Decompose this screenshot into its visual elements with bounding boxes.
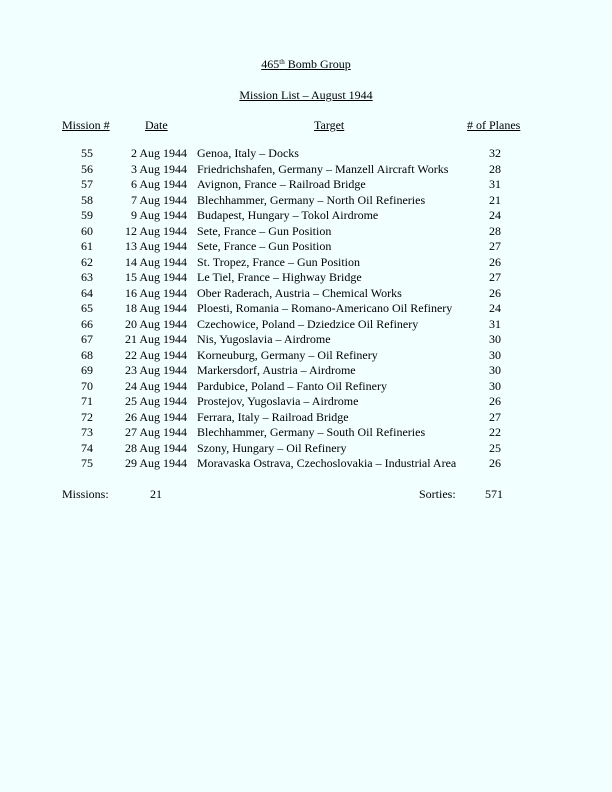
plane-count: 27 [489,409,501,424]
mission-number: 59 [81,208,93,222]
table-row [0,410,612,426]
mission-date: 24 Aug 1944 [124,378,187,393]
plane-count: 30 [489,363,501,377]
plane-count: 25 [489,440,501,455]
mission-target: Friedrichshafen, Germany – Manzell Aircraft Works [197,161,449,176]
mission-number: 56 [81,161,93,176]
column-header-mission: Mission # [62,118,110,132]
mission-target: Le Tiel, France – Highway Bridge [197,270,362,284]
table-row [0,208,612,224]
plane-count: 21 [489,192,501,207]
plane-count: 27 [489,270,501,284]
mission-date: 6 Aug 1944 [130,177,187,191]
mission-number: 64 [81,285,93,300]
mission-target: Sete, France – Gun Position [197,239,332,253]
totals-row [0,487,612,503]
plane-count: 31 [489,177,501,191]
table-row [0,441,612,457]
mission-target: Sete, France – Gun Position [197,223,332,238]
table-row [0,394,612,410]
mission-target: Ober Raderach, Austria – Chemical Works [197,285,402,300]
table-row [0,239,612,255]
mission-target: Prostejov, Yugoslavia – Airdrome [197,394,359,408]
mission-number: 73 [81,425,93,439]
mission-date: 26 Aug 1944 [124,409,187,424]
column-header-planes: # of Planes [467,118,521,132]
mission-date: 20 Aug 1944 [124,316,187,331]
mission-number: 72 [81,409,93,424]
mission-date: 9 Aug 1944 [130,208,187,222]
mission-number: 57 [81,177,93,191]
mission-target: Korneuburg, Germany – Oil Refinery [197,347,378,362]
mission-number: 55 [81,146,93,160]
plane-count: 27 [489,239,501,253]
mission-number: 74 [81,440,93,455]
plane-count: 30 [489,332,501,346]
table-row [0,363,612,379]
mission-target: Markersdorf, Austria – Airdrome [197,363,356,377]
group-title [261,57,350,71]
plane-count: 31 [489,316,501,331]
plane-count: 26 [489,254,501,269]
plane-count: 24 [489,208,501,222]
table-row [0,286,612,302]
table-row [0,224,612,240]
mission-date: 13 Aug 1944 [124,239,187,253]
mission-date: 28 Aug 1944 [124,440,187,455]
group-number: 465 [261,57,280,71]
mission-target: Avignon, France – Railroad Bridge [197,177,366,191]
mission-target: Blechhammer, Germany – North Oil Refineries [197,192,426,207]
mission-number: 67 [81,332,93,346]
mission-target: Czechowice, Poland – Dziedzice Oil Refinery [197,316,419,331]
mission-number: 66 [81,316,93,331]
plane-count: 32 [489,146,501,160]
table-row [0,456,612,472]
document-title [0,57,612,71]
mission-number: 71 [81,394,93,408]
table-row [0,317,612,333]
group-suffix: th [279,58,285,66]
mission-number: 60 [81,223,93,238]
mission-target: Genoa, Italy – Docks [197,146,299,160]
plane-count: 26 [489,285,501,300]
mission-date: 23 Aug 1944 [124,363,187,377]
mission-target: Nis, Yugoslavia – Airdrome [197,332,331,346]
table-row [0,270,612,286]
table-row [0,425,612,441]
table-row [0,348,612,364]
mission-number: 62 [81,254,93,269]
document-subtitle: Mission List – August 1944 [239,88,373,102]
table-row [0,255,612,271]
sorties-total-label: Sorties: [419,487,456,501]
plane-count: 22 [489,425,501,439]
mission-date: 15 Aug 1944 [124,270,187,284]
mission-number: 58 [81,192,93,207]
mission-date: 29 Aug 1944 [124,456,187,470]
mission-date: 25 Aug 1944 [124,394,187,408]
plane-count: 26 [489,394,501,408]
mission-date: 27 Aug 1944 [124,425,187,439]
plane-count: 26 [489,456,501,470]
mission-number: 75 [81,456,93,470]
mission-date: 2 Aug 1944 [130,146,187,160]
plane-count: 28 [489,223,501,238]
mission-target: Pardubice, Poland – Fanto Oil Refinery [197,378,387,393]
table-row [0,162,612,178]
table-row [0,301,612,317]
table-row [0,332,612,348]
missions-total-value: 21 [150,487,162,501]
sorties-total-value: 571 [485,487,503,501]
table-row [0,193,612,209]
group-name: Bomb Group [284,57,351,71]
mission-date: 7 Aug 1944 [130,192,187,207]
mission-target: Moravaska Ostrava, Czechoslovakia – Industrial Area [197,456,457,470]
missions-total-label: Missions: [62,487,109,501]
mission-date: 14 Aug 1944 [124,254,187,269]
mission-target: Ferrara, Italy – Railroad Bridge [197,409,349,424]
mission-target: Blechhammer, Germany – South Oil Refineries [197,425,426,439]
mission-date: 12 Aug 1944 [124,223,187,238]
mission-target: Szony, Hungary – Oil Refinery [197,440,347,455]
mission-target: Budapest, Hungary – Tokol Airdrome [197,208,379,222]
table-row [0,146,612,162]
table-row [0,379,612,395]
table-row [0,177,612,193]
mission-number: 70 [81,378,93,393]
mission-date: 18 Aug 1944 [124,301,187,315]
mission-number: 63 [81,270,93,284]
plane-count: 30 [489,378,501,393]
mission-date: 21 Aug 1944 [124,332,187,346]
mission-target: St. Tropez, France – Gun Position [197,254,361,269]
plane-count: 30 [489,347,501,362]
mission-number: 68 [81,347,93,362]
mission-date: 3 Aug 1944 [130,161,187,176]
column-header-row [0,118,612,134]
mission-date: 16 Aug 1944 [124,285,187,300]
column-header-date: Date [145,118,168,132]
document-subtitle-row [0,88,612,102]
mission-date: 22 Aug 1944 [124,347,187,362]
mission-number: 61 [81,239,93,253]
mission-number: 69 [81,363,93,377]
mission-number: 65 [81,301,93,315]
plane-count: 28 [489,161,501,176]
column-header-target: Target [314,118,345,132]
mission-target: Ploesti, Romania – Romano-Americano Oil Refinery [197,301,453,315]
plane-count: 24 [489,301,501,315]
